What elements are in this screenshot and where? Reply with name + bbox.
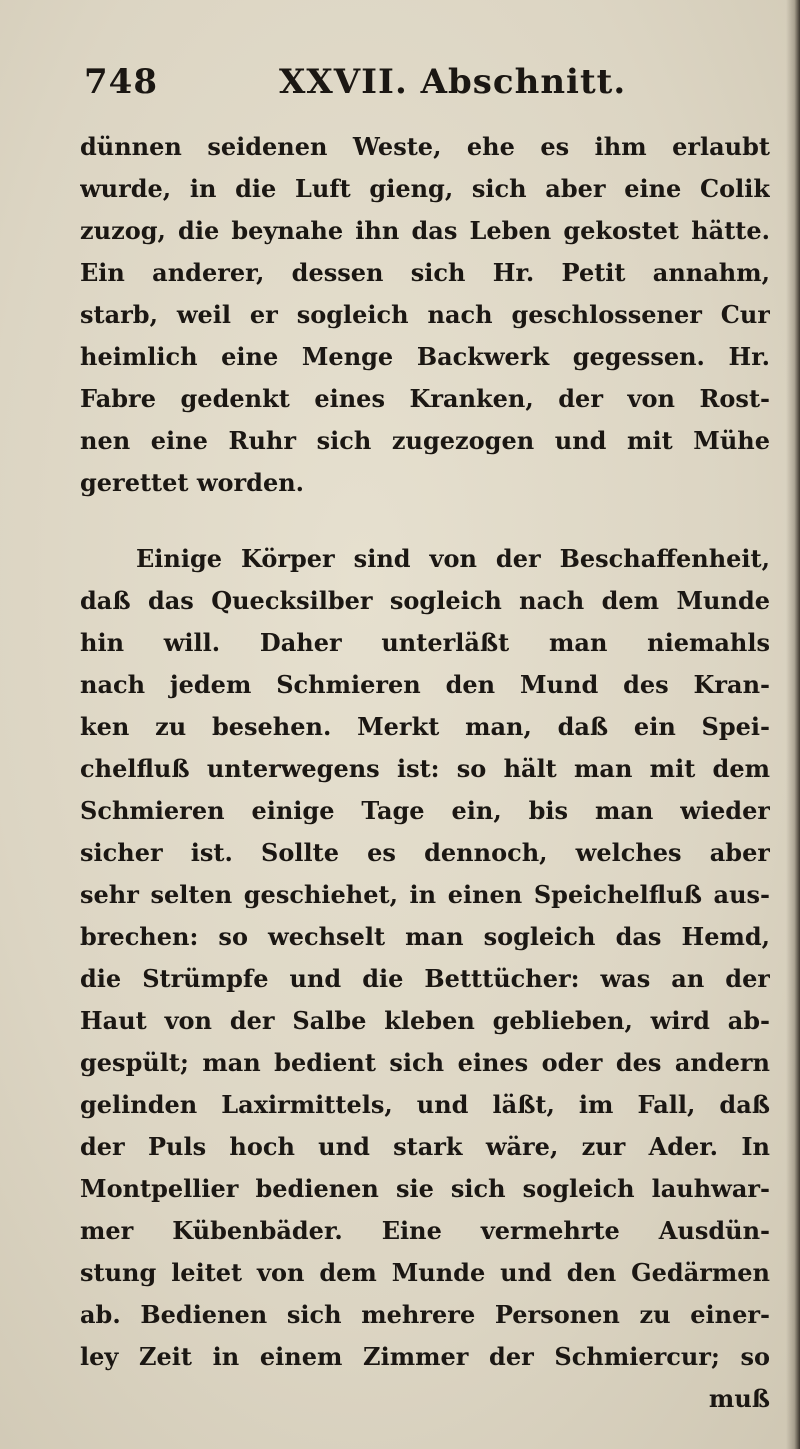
text-line: nen eine Ruhr sich zugezogen und mit Mühe (80, 426, 770, 455)
text-line: sehr selten geschiehet, in einen Speichelfluß aus- (80, 880, 770, 909)
text-line: zuzog, die beynahe ihn das Leben gekostet hätte. (80, 216, 770, 245)
text-line: nach jedem Schmieren den Mund des Kran- (80, 670, 770, 699)
text-line: die Strümpfe und die Betttücher: was an der (80, 964, 770, 993)
text-line: chelfluß unterwegens ist: so hält man mit dem (80, 754, 770, 783)
text-line: gespült; man bedient sich eines oder des andern (80, 1048, 770, 1077)
text-line: gelinden Laxirmittels, und läßt, im Fall, daß (80, 1090, 770, 1119)
text-line: gerettet worden. (80, 468, 305, 497)
text-line: ken zu besehen. Merkt man, daß ein Spei- (80, 712, 770, 741)
text-line: brechen: so wechselt man sogleich das Hemd, (80, 922, 770, 951)
catchword: muß (708, 1384, 770, 1413)
text-line: hin will. Daher unterläßt man niemahls (80, 628, 770, 657)
text-line: heimlich eine Menge Backwerk gegessen. Hr. (80, 342, 770, 371)
text-line: Ein anderer, dessen sich Hr. Petit annahm, (80, 258, 770, 287)
paragraph (80, 126, 770, 504)
paragraph (80, 538, 770, 1378)
text-line: dünnen seidenen Weste, ehe es ihm erlaubt (80, 132, 770, 161)
text-line: Schmieren einige Tage ein, bis man wieder (80, 796, 770, 825)
text-line: ley Zeit in einem Zimmer der Schmiercur; so (80, 1342, 770, 1371)
page-number: 748 (84, 62, 158, 102)
section-heading: XXVII. Abschnitt. (279, 62, 627, 102)
text-line: Fabre gedenkt eines Kranken, der von Rost- (80, 384, 770, 413)
text-line: Haut von der Salbe kleben geblieben, wird ab- (80, 1006, 770, 1035)
body-text (80, 126, 770, 1420)
text-line: mer Kübenbäder. Eine vermehrte Ausdün- (80, 1216, 770, 1245)
page-header (84, 62, 744, 108)
text-line: der Puls hoch und stark wäre, zur Ader. In (80, 1132, 770, 1161)
text-line: sicher ist. Sollte es dennoch, welches aber (80, 838, 770, 867)
text-line: starb, weil er sogleich nach geschlossener Cur (80, 300, 770, 329)
page-edge-shadow (786, 0, 800, 1449)
text-line: daß das Quecksilber sogleich nach dem Munde (80, 586, 770, 615)
text-line: Montpellier bedienen sie sich sogleich lauhwar- (80, 1174, 770, 1203)
text-line: stung leitet von dem Munde und den Gedärmen (80, 1258, 770, 1287)
text-line: ab. Bedienen sich mehrere Personen zu einer- (80, 1300, 770, 1329)
paragraph-gap (80, 504, 770, 538)
text-line: wurde, in die Luft gieng, sich aber eine Colik (80, 174, 770, 203)
text-line: Einige Körper sind von der Beschaffenheit, (136, 544, 770, 573)
